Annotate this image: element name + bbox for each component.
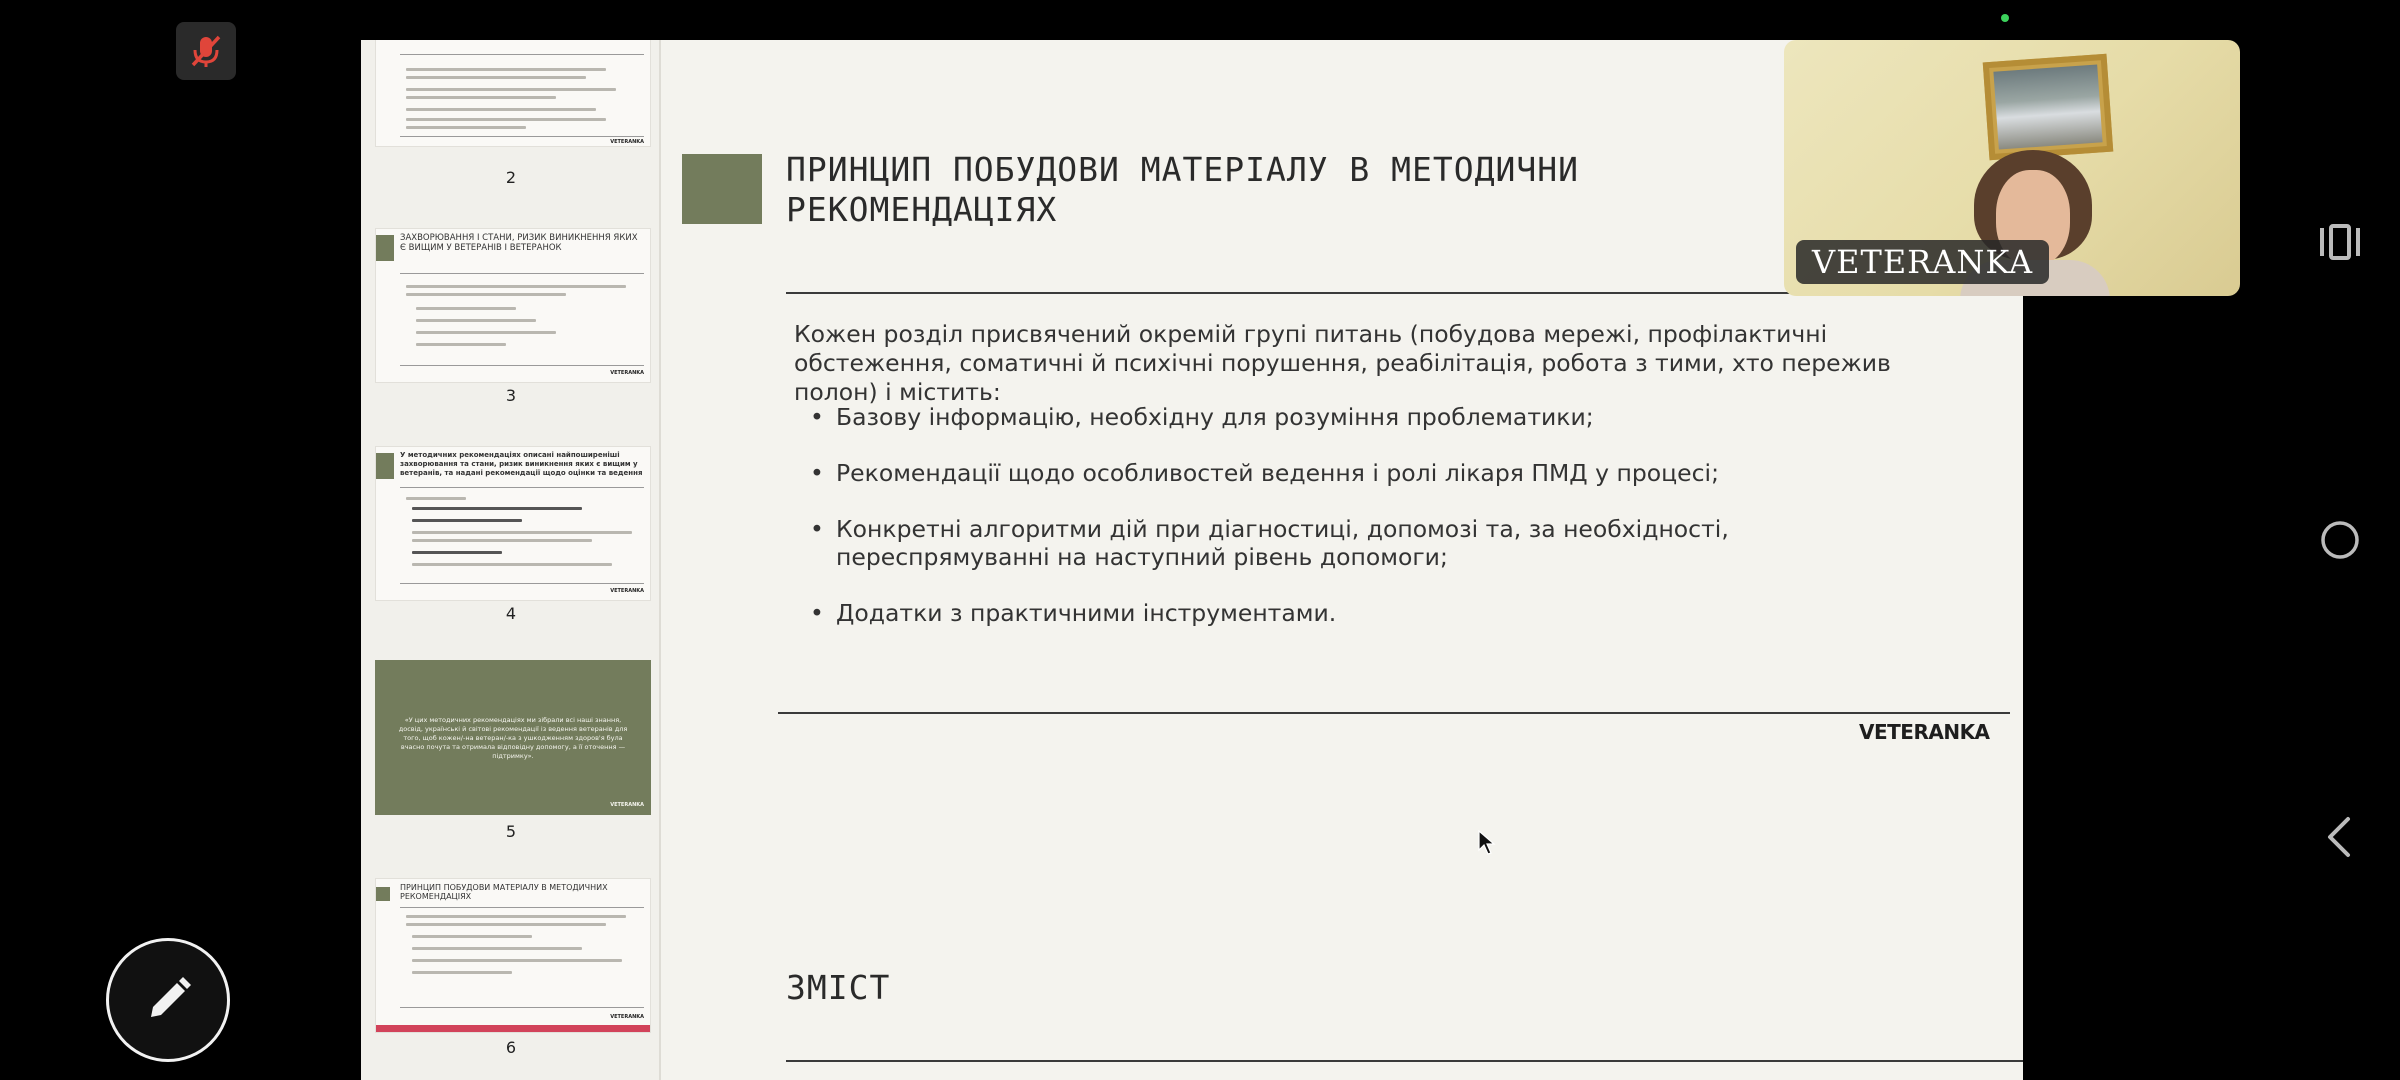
- participant-name-label: VETERANKA: [1796, 240, 2049, 284]
- olive-square: [376, 887, 390, 901]
- text-line: [406, 293, 566, 296]
- divider: [400, 54, 644, 55]
- slide-thumbnail-3[interactable]: [375, 228, 651, 383]
- text-line: [412, 507, 582, 510]
- text-line: [412, 947, 582, 950]
- bullet-dot: •: [810, 403, 824, 431]
- divider: [400, 365, 644, 366]
- text-line: [406, 96, 556, 99]
- list-item-text: Рекомендації щодо особливостей ведення і ролі лікаря ПМД у процесі;: [836, 459, 1719, 487]
- camera-in-use-indicator: [2001, 14, 2009, 22]
- slide-number: 3: [505, 386, 517, 405]
- back-icon: [2322, 815, 2358, 859]
- thumbnail-logo: VETERANKA: [610, 588, 644, 594]
- divider: [400, 273, 644, 274]
- divider: [400, 487, 644, 488]
- text-line: [412, 935, 532, 938]
- slide-title-line-2: РЕКОМЕНДАЦІЯХ: [786, 190, 1058, 229]
- text-line: [416, 319, 536, 322]
- thumbnail-quote: «У цих методичних рекомендаціях ми зібрали всі наші знання, досвід, українські й світові рекомендації із ведення ветеранів для того, щоб кожен/-на ветеран/-ка з ушкодженням здоров'я була вчасно почута та отримала відповідну допомогу, а її оточення — підтримку».: [398, 716, 628, 760]
- divider: [400, 583, 644, 584]
- text-line: [412, 563, 612, 566]
- slide-thumbnail-5[interactable]: [375, 660, 651, 815]
- thumbnail-logo: VETERANKA: [610, 139, 644, 145]
- divider: [400, 907, 644, 908]
- text-line: [406, 285, 626, 288]
- thumbnail-title: У методичних рекомендаціях описані найпоширеніші захворювання та стани, ризик виникнення яких є вищим у ветеранів, та надані рекомендації щодо оцінки та ведення: [400, 451, 643, 477]
- text-line: [412, 539, 592, 542]
- wall-painting: [1983, 54, 2114, 160]
- current-slide-indicator: [376, 1025, 650, 1032]
- bullet-dot: •: [810, 599, 824, 627]
- bullet-dot: •: [810, 515, 824, 543]
- bullet-dot: •: [810, 459, 824, 487]
- list-item: [794, 403, 1944, 431]
- thumbnail-logo: VETERANKA: [610, 802, 644, 808]
- text-line: [412, 531, 632, 534]
- list-item-text: Базову інформацію, необхідну для розуміння проблематики;: [836, 403, 1594, 431]
- slide-bullet-list: [794, 403, 1944, 655]
- olive-square: [682, 154, 762, 224]
- text-line: [406, 68, 606, 71]
- text-line: [416, 331, 556, 334]
- text-line: [406, 88, 616, 91]
- annotate-pen-button[interactable]: [106, 938, 230, 1062]
- slide-number: 2: [505, 168, 517, 187]
- slide-thumbnail-6-current[interactable]: [375, 878, 651, 1033]
- participant-video-tile[interactable]: [1784, 40, 2240, 296]
- olive-square: [376, 453, 394, 479]
- text-line: [412, 971, 512, 974]
- recent-apps-icon: [2318, 222, 2362, 262]
- list-item: [794, 599, 1944, 627]
- home-icon: [2318, 518, 2362, 562]
- text-line: [406, 915, 626, 918]
- list-item-text: Конкретні алгоритми дій при діагностиці, допомозі та, за необхідності, переспрямуванні на наступний рівень допомоги;: [836, 515, 1729, 571]
- list-item-text: Додатки з практичними інструментами.: [836, 599, 1337, 627]
- slide-title: [786, 150, 1786, 230]
- home-button[interactable]: [2300, 500, 2380, 580]
- divider: [400, 1007, 644, 1008]
- thumbnail-title: ПРИНЦИП ПОБУДОВИ МАТЕРІАЛУ В МЕТОДИЧНИХ РЕКОМЕНДАЦІЯХ: [400, 883, 608, 901]
- back-button[interactable]: [2300, 797, 2380, 877]
- mouse-cursor-icon: [1478, 830, 1496, 856]
- veteranka-logo: VETERANKA: [1859, 720, 1990, 744]
- recent-apps-button[interactable]: [2300, 202, 2380, 282]
- slide-thumbnails-panel[interactable]: [361, 40, 661, 1080]
- mic-off-icon: [186, 31, 226, 71]
- system-navigation-bar: [2280, 0, 2400, 1080]
- text-line: [412, 551, 502, 554]
- thumbnail-title: ЗАХВОРЮВАННЯ І СТАНИ, РИЗИК ВИНИКНЕННЯ ЯКИХ Є ВИЩИМ У ВЕТЕРАНІВ І ВЕТЕРАНОК: [400, 233, 638, 253]
- slide-divider-bottom: [778, 712, 2010, 714]
- slide-number: 5: [505, 822, 517, 841]
- divider: [400, 136, 644, 137]
- text-line: [416, 307, 516, 310]
- text-line: [406, 118, 606, 121]
- text-line: [406, 923, 606, 926]
- slide-title-line-1: ПРИНЦИП ПОБУДОВИ МАТЕРІАЛУ В МЕТОДИЧНИ: [786, 150, 1579, 189]
- next-slide-heading: ЗМІСТ: [786, 968, 891, 1007]
- text-line: [406, 108, 596, 111]
- list-item: [794, 459, 1944, 487]
- slide-number: 6: [505, 1038, 517, 1057]
- text-line: [412, 959, 622, 962]
- olive-square: [376, 235, 394, 261]
- text-line: [406, 76, 586, 79]
- list-item: [794, 515, 1944, 571]
- next-slide-divider: [786, 1060, 2023, 1062]
- slide-thumbnail-2-body[interactable]: [375, 40, 651, 147]
- slide-number: 4: [505, 604, 517, 623]
- mic-off-button[interactable]: [176, 22, 236, 80]
- thumbnail-logo: VETERANKA: [610, 1014, 644, 1020]
- pen-icon: [141, 973, 195, 1027]
- thumbnail-logo: VETERANKA: [610, 370, 644, 376]
- slide-thumbnail-4[interactable]: [375, 446, 651, 601]
- text-line: [412, 519, 522, 522]
- text-line: [406, 126, 526, 129]
- text-line: [406, 497, 466, 500]
- slide-intro-text: Кожен розділ присвячений окремій групі питань (побудова мережі, профілактичні обстеження, соматичні й психічні порушення, реабілітація, робота з тими, хто пережив полон) і містить:: [794, 320, 1891, 406]
- screen-share-view: [361, 40, 2023, 1080]
- text-line: [416, 343, 506, 346]
